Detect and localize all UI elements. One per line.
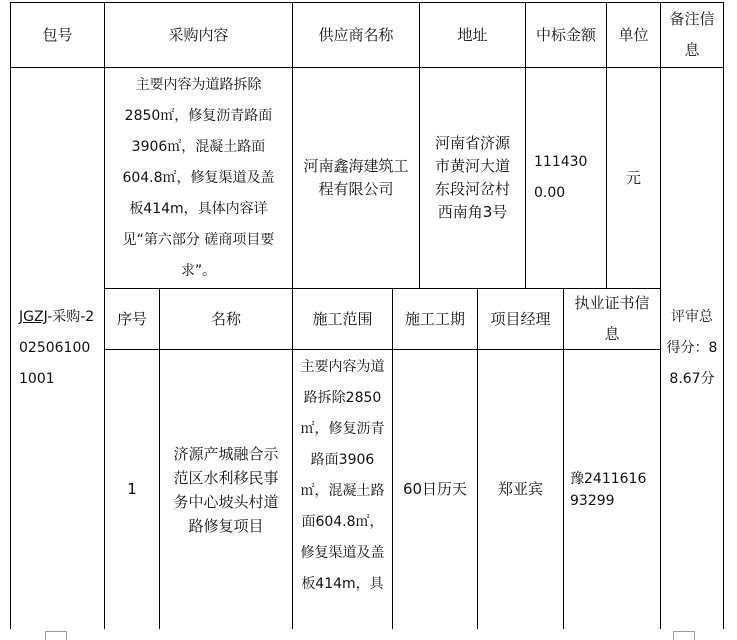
project-seq: 1 [127, 480, 137, 498]
supplier-name-text: 河南鑫海建筑工程有限公司 [303, 157, 409, 198]
header-package-no: 包号 [42, 25, 73, 44]
project-cert [564, 350, 660, 629]
project-scope [293, 350, 392, 629]
procurement-content-text: 主要内容为道路拆除2850㎡，修复沥青路面3906㎡，混凝土路面604.8㎡，修复渠道及盖板414m，具体内容详见“第六部分 磋商项目要求”。 [122, 76, 275, 279]
bid-amount [526, 68, 606, 288]
remarks-score-text: 评审总得分：88.67分 [666, 309, 718, 387]
supplier-address-text: 河南省济源市黄河大道东段河岔村西南角3号 [434, 134, 510, 221]
supplier-address [420, 68, 525, 288]
subheader-cert: 执业证书信息 [574, 294, 650, 343]
header-supplier-name: 供应商名称 [318, 25, 394, 44]
package-number-rest: -采购-2025061001001 [19, 309, 95, 387]
procurement-content [105, 68, 292, 288]
supplier-name [293, 68, 419, 288]
subheader-scope: 施工范围 [312, 309, 373, 328]
subheader-seq: 序号 [116, 309, 147, 328]
subheader-manager: 项目经理 [490, 309, 551, 328]
header-bid-amount: 中标金额 [535, 25, 596, 44]
project-period: 60日历天 [402, 480, 468, 498]
project-manager: 郑亚宾 [497, 480, 543, 498]
bid-amount-text: 1114300.00 [534, 154, 588, 201]
subheader-period: 施工工期 [404, 309, 465, 328]
project-scope-text: 主要内容为道路拆除2850㎡，修复沥青路面3906㎡，混凝土路面604.8㎡，修复渠道及盖板414m，具 [300, 359, 385, 592]
header-procurement-content: 采购内容 [168, 25, 229, 44]
package-prefix: JGZJ [19, 309, 48, 325]
project-name [160, 350, 292, 629]
subheader-name: 名称 [210, 309, 241, 328]
header-unit: 单位 [618, 25, 649, 44]
header-address: 地址 [457, 25, 488, 44]
project-name-text: 济源产城融合示范区水利移民事务中心坡头村道路修复项目 [173, 444, 279, 535]
package-number [11, 68, 104, 629]
header-remarks: 备注信息 [669, 10, 715, 59]
remarks-score [661, 68, 723, 629]
project-cert-text: 豫241161693299 [570, 470, 647, 509]
currency-unit: 元 [625, 168, 641, 187]
